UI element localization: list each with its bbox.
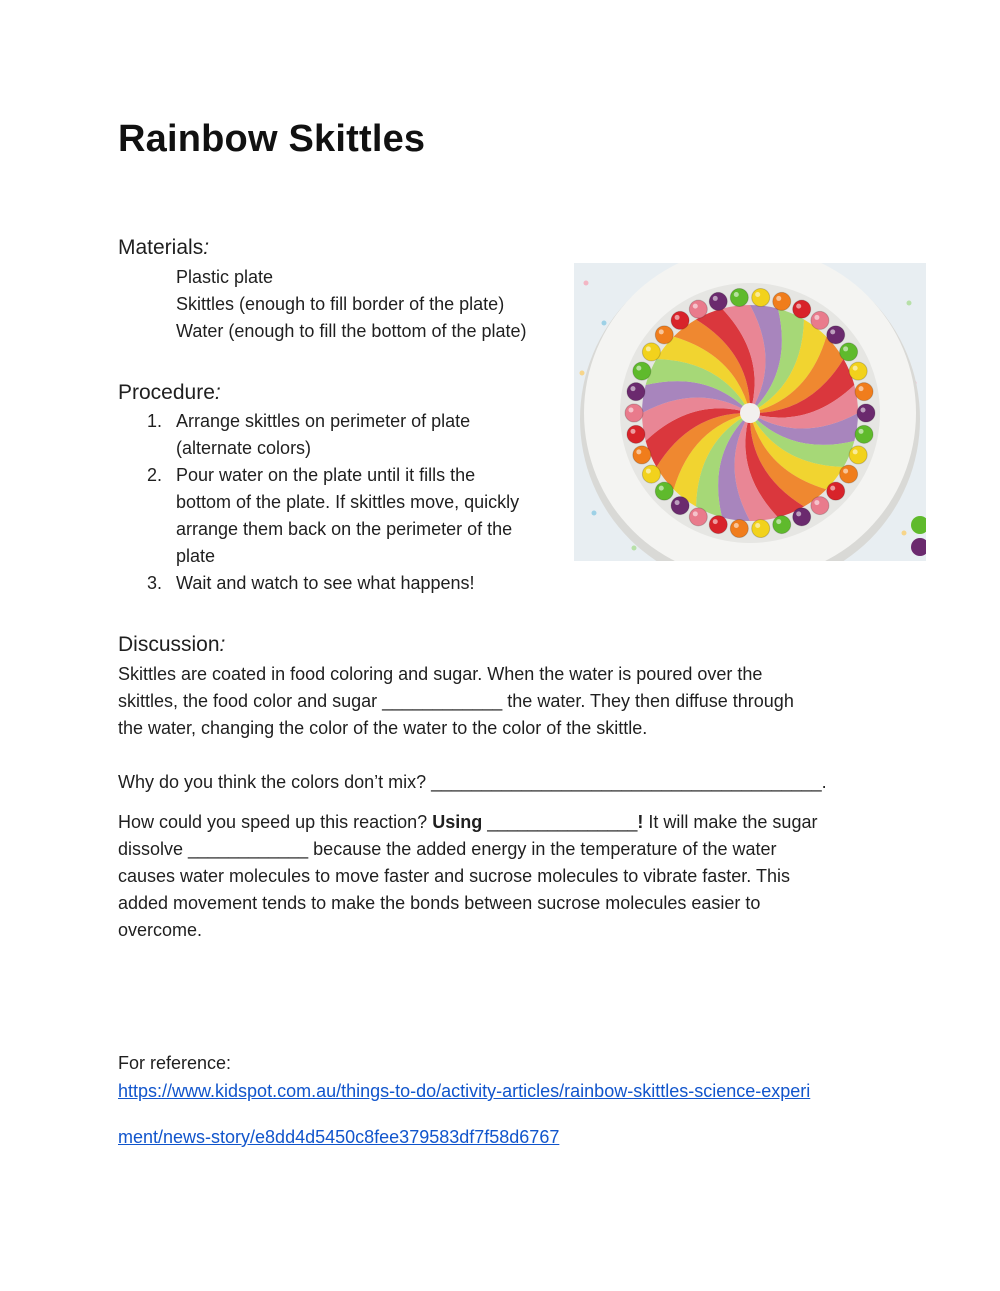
- skittle-highlight: [713, 519, 718, 524]
- plate-center: [740, 403, 760, 423]
- plate-illustration: [574, 263, 926, 561]
- skittle-highlight: [659, 486, 664, 491]
- discussion-line: [118, 688, 794, 715]
- skittle-highlight: [843, 346, 848, 351]
- skittle-highlight: [830, 329, 835, 334]
- skittle-candy: [840, 343, 858, 361]
- skittle-highlight: [734, 292, 739, 297]
- procedure-heading-text: Procedure: [118, 381, 215, 404]
- skittle-candy: [855, 383, 873, 401]
- procedure-step: [142, 408, 519, 462]
- skittle-candy: [625, 404, 643, 422]
- text-run: the water. They then diffuse through: [502, 691, 794, 711]
- question-colors-mix: [118, 769, 827, 796]
- skittle-candy: [827, 482, 845, 500]
- skittle-highlight: [636, 366, 641, 371]
- table-sprinkle: [602, 321, 607, 326]
- procedure-heading: [118, 381, 221, 405]
- skittle-highlight: [861, 408, 866, 413]
- skittle-candy: [773, 292, 791, 310]
- skittle-candy: [671, 497, 689, 515]
- skittle-candy: [627, 383, 645, 401]
- skittle-highlight: [859, 429, 864, 434]
- page-title: Rainbow Skittles: [118, 118, 426, 160]
- materials-item: Water (enough to fill the bottom of the plate): [176, 321, 527, 341]
- skittle-candy: [827, 326, 845, 344]
- skittle-candy: [857, 404, 875, 422]
- procedure-step: [142, 570, 519, 597]
- skittle-highlight: [693, 304, 698, 309]
- skittle-candy: [633, 446, 651, 464]
- paragraph-line: causes water molecules to move faster and sucrose molecules to vibrate faster. This: [118, 866, 790, 886]
- skittle-highlight: [713, 296, 718, 301]
- skittle-highlight: [659, 329, 664, 334]
- skittle-candy: [840, 465, 858, 483]
- skittle-highlight: [814, 500, 819, 505]
- skittle-candy: [627, 425, 645, 443]
- skittle-candy: [793, 508, 811, 526]
- skittle-candy: [752, 520, 770, 538]
- skittle-candy: [730, 520, 748, 538]
- skittle-highlight: [776, 519, 781, 524]
- skittle-highlight: [646, 469, 651, 474]
- text-run: How could you speed up this reaction?: [118, 812, 433, 832]
- text-run: It will make the sugar: [643, 812, 818, 832]
- materials-heading-colon: :: [203, 236, 210, 259]
- skittle-highlight: [675, 315, 680, 320]
- skittle-highlight: [814, 315, 819, 320]
- bold-text: !: [637, 812, 644, 832]
- fill-in-blank[interactable]: _______________________________________.: [431, 772, 827, 792]
- materials-list: [176, 264, 527, 345]
- skittle-highlight: [859, 386, 864, 391]
- skittle-highlight: [693, 511, 698, 516]
- skittle-highlight: [853, 366, 858, 371]
- reference-link[interactable]: https://www.kidspot.com.au/things-to-do/activity-articles/rainbow-skittles-science-experi: [118, 1081, 811, 1101]
- procedure-heading-colon: :: [214, 381, 221, 404]
- procedure-step-line: plate: [176, 546, 216, 566]
- skittle-highlight: [755, 523, 760, 528]
- skittles-rainbow-plate-photo: [574, 263, 926, 561]
- procedure-step-line: Pour water on the plate until it fills the: [176, 465, 476, 485]
- table-sprinkle: [907, 301, 912, 306]
- skittle-highlight: [675, 500, 680, 505]
- discussion-line: the water, changing the color of the water to the color of the skittle.: [118, 718, 648, 738]
- materials-heading-text: Materials: [118, 236, 204, 259]
- skittle-candy: [855, 425, 873, 443]
- table-sprinkle: [592, 511, 597, 516]
- discussion-paragraph: [118, 661, 794, 742]
- skittle-highlight: [734, 523, 739, 528]
- text-run: because the added energy in the temperature of the water: [308, 839, 777, 859]
- fill-in-blank[interactable]: ____________: [188, 839, 309, 859]
- procedure-list: [142, 408, 519, 597]
- skittle-candy: [849, 446, 867, 464]
- fill-in-blank[interactable]: _______________: [482, 812, 638, 832]
- skittle-highlight: [853, 449, 858, 454]
- materials-heading: [118, 236, 209, 260]
- reference-link[interactable]: ment/news-story/e8dd4d5450c8fee379583df7f58d6767: [118, 1127, 560, 1147]
- bold-text: Using: [432, 812, 483, 832]
- reference-link-line-1[interactable]: [118, 1078, 810, 1105]
- discussion-heading-text: Discussion: [118, 633, 220, 656]
- skittle-candy: [730, 288, 748, 306]
- skittle-candy: [689, 300, 707, 318]
- procedure-step-line: Arrange skittles on perimeter of plate: [176, 411, 471, 431]
- materials-item: Skittles (enough to fill border of the plate): [176, 294, 505, 314]
- table-sprinkle: [580, 371, 585, 376]
- speed-up-paragraph: [118, 809, 817, 944]
- skittle-candy: [642, 465, 660, 483]
- skittle-candy: [709, 516, 727, 534]
- question-text: Why do you think the colors don’t mix?: [118, 772, 432, 792]
- paragraph-line: [118, 809, 817, 836]
- skittle-candy: [849, 362, 867, 380]
- skittle-candy: [793, 300, 811, 318]
- skittle-highlight: [629, 408, 634, 413]
- reference-label: [118, 1050, 231, 1077]
- skittle-candy: [655, 326, 673, 344]
- fill-in-blank[interactable]: ____________: [382, 691, 503, 711]
- text-run: dissolve: [118, 839, 189, 859]
- skittle-candy: [689, 508, 707, 526]
- skittle-highlight: [630, 429, 635, 434]
- skittle-highlight: [830, 486, 835, 491]
- skittle-highlight: [776, 296, 781, 301]
- procedure-step-number: 3.: [147, 573, 163, 593]
- procedure-step-number: 2.: [147, 465, 163, 485]
- paragraph-line: added movement tends to make the bonds between sucrose molecules easier to: [118, 893, 761, 913]
- reference-label-text: For reference:: [118, 1053, 232, 1073]
- skittle-candy: [655, 482, 673, 500]
- skittle-highlight: [630, 386, 635, 391]
- paragraph-line: overcome.: [118, 920, 203, 940]
- table-sprinkle: [632, 546, 637, 551]
- skittle-candy: [709, 292, 727, 310]
- discussion-line: Skittles are coated in food coloring and sugar. When the water is poured over the: [118, 664, 763, 684]
- skittle-highlight: [796, 511, 801, 516]
- skittle-highlight: [843, 469, 848, 474]
- text-run: skittles, the food color and sugar: [118, 691, 383, 711]
- procedure-step: [142, 462, 519, 570]
- skittle-candy: [811, 497, 829, 515]
- skittle-candy: [642, 343, 660, 361]
- discussion-heading: [118, 633, 225, 657]
- discussion-heading-colon: :: [219, 633, 226, 656]
- table-sprinkle: [902, 531, 907, 536]
- skittle-highlight: [796, 304, 801, 309]
- skittle-candy: [811, 311, 829, 329]
- reference-link-line-2[interactable]: [118, 1124, 559, 1151]
- skittle-candy: [773, 516, 791, 534]
- skittle-highlight: [636, 449, 641, 454]
- procedure-step-number: 1.: [147, 411, 163, 431]
- skittle-candy: [633, 362, 651, 380]
- skittle-highlight: [755, 292, 760, 297]
- procedure-step-line: Wait and watch to see what happens!: [176, 573, 475, 593]
- paragraph-line: [118, 836, 817, 863]
- procedure-step-line: (alternate colors): [176, 438, 312, 458]
- table-sprinkle: [584, 281, 589, 286]
- skittle-candy: [671, 311, 689, 329]
- procedure-step-line: bottom of the plate. If skittles move, quickly: [176, 492, 520, 512]
- skittle-highlight: [646, 346, 651, 351]
- materials-item: Plastic plate: [176, 267, 274, 287]
- skittle-candy: [752, 288, 770, 306]
- procedure-step-line: arrange them back on the perimeter of the: [176, 519, 513, 539]
